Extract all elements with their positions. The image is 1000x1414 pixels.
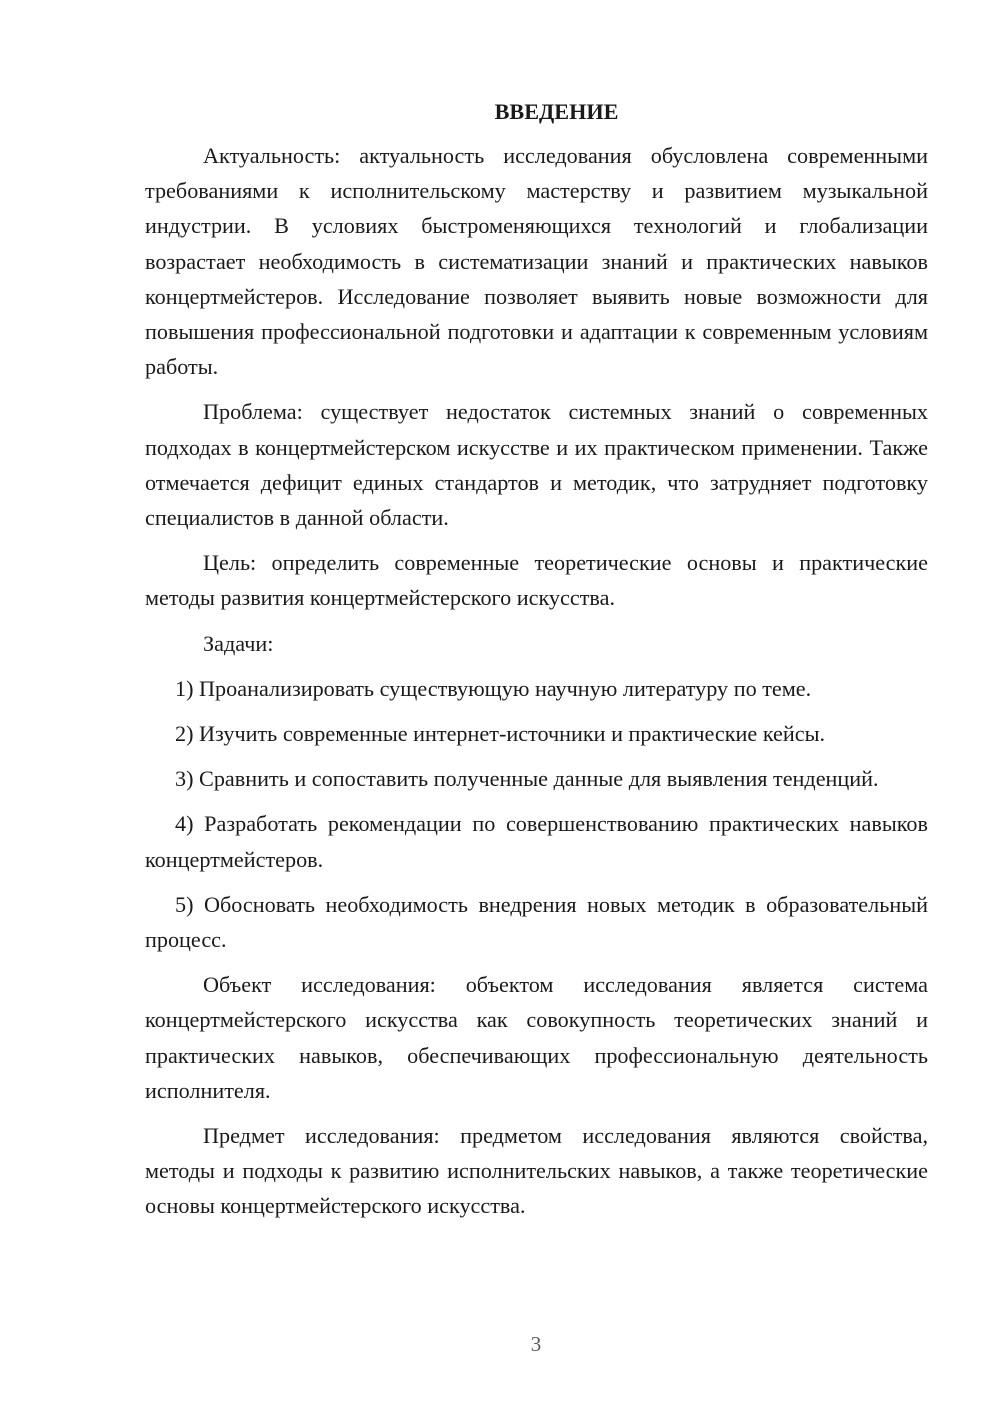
tasks-label: Задачи: <box>203 630 274 656</box>
paragraph-object: Объект исследования: объектом исследования является система концертмейстерского искусства как совокупность теоретических знаний и практических навыков, обеспечивающих профессиональную деятельность исполнителя. <box>145 972 928 1103</box>
task-item-3: 3) Сравнить и сопоставить полученные данные для выявления тенденций. <box>175 766 879 792</box>
page-number: 3 <box>530 1332 542 1356</box>
tasks-list <box>145 671 928 957</box>
document-body <box>145 95 928 1224</box>
paragraph-relevance: Актуальность: актуальность исследования обусловлена современными требованиями к исполнительскому мастерству и развитием музыкальной индустрии. В условиях быстроменяющихся технологий и глобализации возрастает необходимость в систематизации знаний и практических навыков концертмейстеров. Исследование позволяет выявить новые возможности для повышения профессиональной подготовки и адаптации к современным условиям работы. <box>145 143 928 380</box>
task-item-4: 4) Разработать рекомендации по совершенствованию практических навыков концертмейстеров. <box>145 811 928 872</box>
task-item-1: 1) Проанализировать существующую научную литературу по теме. <box>175 675 812 701</box>
paragraph-subject: Предмет исследования: предметом исследования являются свойства, методы и подходы к развитию исполнительских навыков, а также теоретические основы концертмейстерского искусства. <box>145 1123 928 1219</box>
task-item-5: 5) Обосновать необходимость внедрения новых методик в образовательный процесс. <box>145 891 928 953</box>
task-item-2: 2) Изучить современные интернет-источники и практические кейсы. <box>175 721 826 747</box>
page-title: ВВЕДЕНИЕ <box>494 99 619 124</box>
paragraph-goal: Цель: определить современные теоретические основы и практические методы развития концертмейстерского искусства. <box>145 550 928 611</box>
paragraph-problem: Проблема: существует недостаток системных знаний о современных подходах в концертмейстерском искусстве и их практическом применении. Также отмечается дефицит единых стандартов и методик, что затрудняет подготовку специалистов в данной области. <box>145 399 928 531</box>
